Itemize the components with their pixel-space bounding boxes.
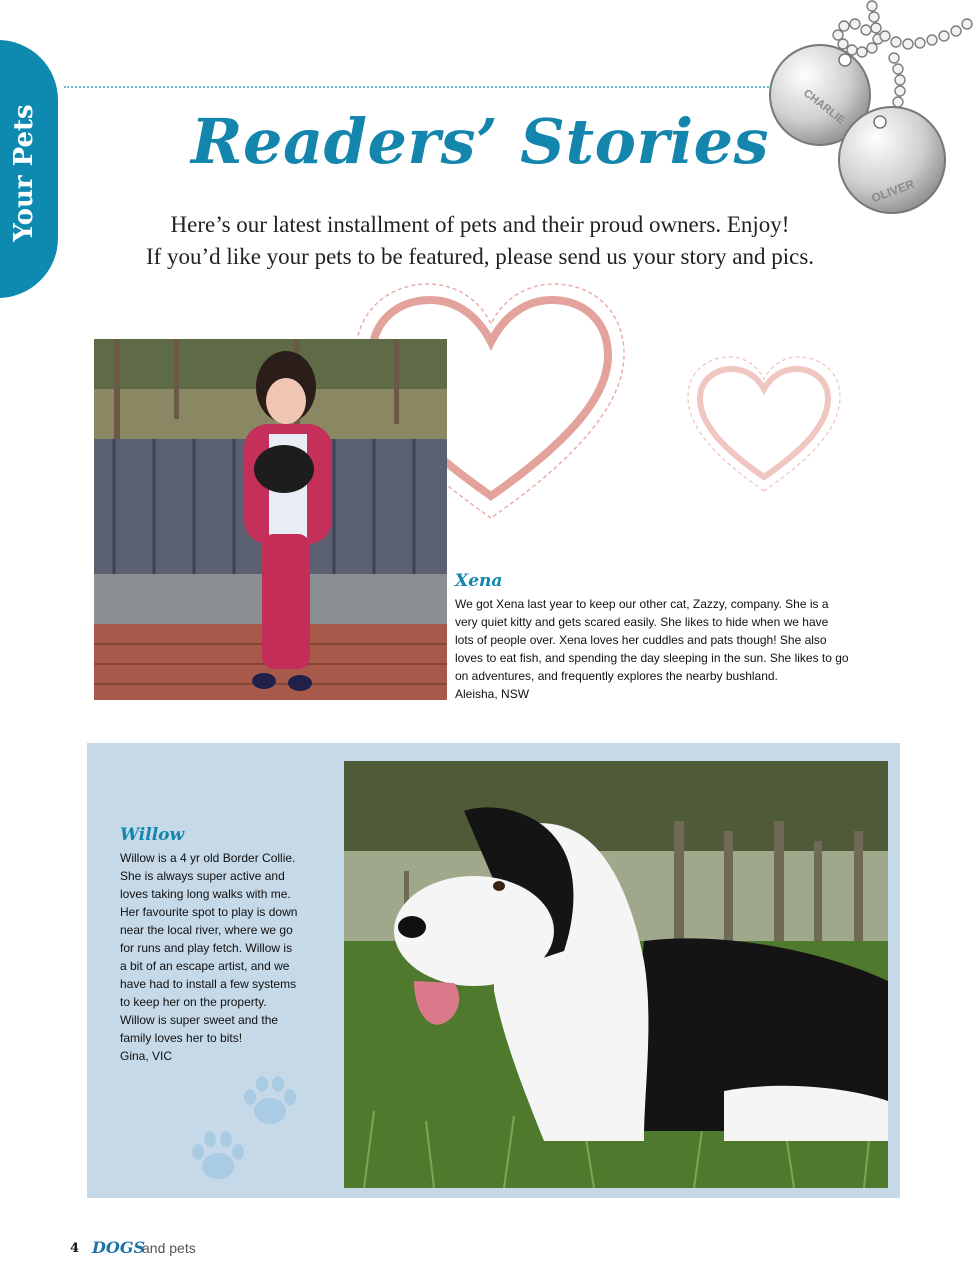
xena-story bbox=[455, 595, 875, 703]
xena-story-author: Aleisha, NSW bbox=[455, 687, 530, 701]
willow-story-body: Willow is a 4 yr old Border Collie. She is always super active and loves taking long walks with me. Her favourite spot to play is down near the local river, where we go for runs and play fetch. Willow is a bit of an escape artist, and we have had to install a few systems to keep her on the property. Willow is super sweet and the family loves her to bits! bbox=[120, 851, 298, 1045]
paw-print-icon bbox=[240, 1073, 300, 1129]
tag-oliver-name: OLIVER bbox=[869, 176, 917, 206]
dog-tags-illustration bbox=[760, 0, 973, 215]
page-number: 4 bbox=[70, 1241, 80, 1256]
xena-story-body: We got Xena last year to keep our other cat, Zazzy, company. She is a very quiet kitty and gets scared easily. She likes to hide when we have lots of people over. Xena loves her cuddles and pats though! She also loves to eat fish, and spending the day sleeping in the sun. She likes to go on adventures, and frequently explores the nearby bushland. bbox=[455, 597, 849, 683]
willow-story-author: Gina, VIC bbox=[120, 1049, 173, 1063]
paw-print-icon bbox=[188, 1128, 248, 1184]
section-tab-label: Your Pets bbox=[9, 104, 39, 242]
willow-story-title: Willow bbox=[120, 825, 185, 845]
xena-photo bbox=[94, 339, 447, 700]
intro-line-2: If you’d like your pets to be featured, please send us your story and pics. bbox=[145, 244, 815, 269]
willow-photo bbox=[344, 761, 888, 1188]
magazine-brand: DOGS bbox=[92, 1238, 146, 1257]
magazine-tagline: and pets bbox=[142, 1240, 196, 1256]
small-heart-icon bbox=[686, 355, 842, 495]
tag-charlie-name: CHARLIE bbox=[801, 87, 847, 127]
xena-story-title: Xena bbox=[455, 571, 503, 591]
intro-line-1: Here’s our latest installment of pets and their proud owners. Enjoy! bbox=[170, 212, 790, 237]
page-title: Readers’ Stories bbox=[190, 105, 770, 178]
header-divider bbox=[64, 86, 784, 88]
willow-story bbox=[120, 849, 325, 1065]
tag-oliver-icon bbox=[839, 107, 945, 213]
